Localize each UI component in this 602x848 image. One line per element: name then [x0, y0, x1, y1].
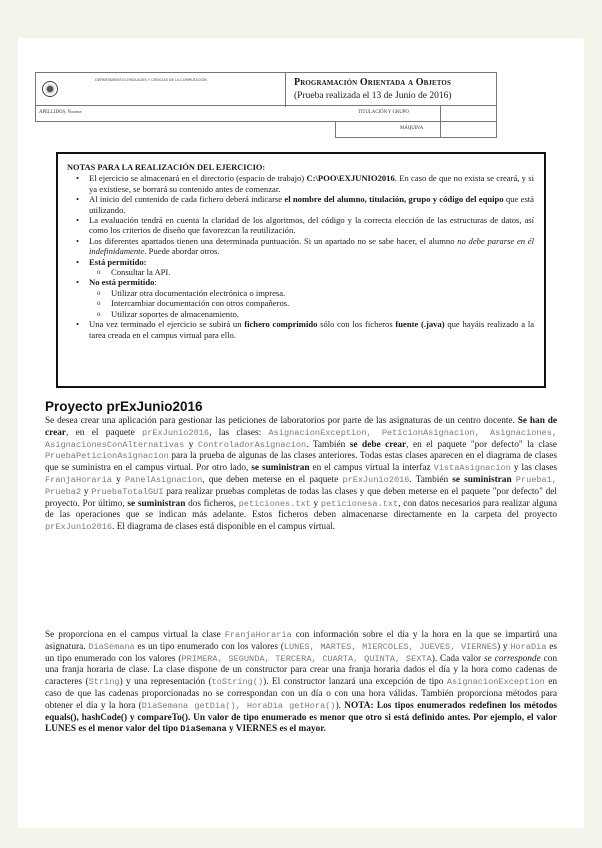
list-item: o Utilizar otra documentación electrónica o impresa. [69, 288, 534, 298]
list-item: o Intercambiar documentación con otros compañeros. [69, 298, 534, 308]
department-cell [36, 73, 286, 107]
degree-field[interactable] [440, 106, 498, 121]
header-name-row [35, 106, 497, 122]
university-seal-icon [42, 81, 58, 97]
list-item: • Está permitido: [69, 257, 534, 267]
list-item: • Una vez terminado el ejercicio se subirá un fichero comprimido sólo con los ficheros fuente (.java) que hayáis realizado a la tarea creada en el campus virtual para ello. [69, 319, 534, 340]
list-item: o Utilizar soportes de almacenamiento. [69, 309, 534, 319]
header-top-row [35, 72, 497, 106]
course-subtitle: (Prueba realizada el 13 de Junio de 2016) [294, 91, 452, 101]
degree-label: TITULACIÓN Y GRUPO [358, 110, 409, 115]
exam-header [35, 72, 497, 138]
machine-field[interactable] [440, 122, 498, 137]
list-item: • No está permitido: [69, 277, 534, 287]
exam-notes-box [56, 152, 546, 388]
notes-list [69, 173, 534, 340]
header-machine-row [335, 122, 497, 138]
surname-label: APELLIDOS, Nombre [39, 110, 82, 115]
list-item: • La evaluación tendrá en cuenta la claridad de los algoritmos, del código y la correcta elección de las estructuras de datos, así como los criterios de diseño que favorezcan la reutilización. [69, 215, 534, 236]
list-item: o Consultar la API. [69, 267, 534, 277]
list-item: • El ejercicio se almacenará en el directorio (espacio de trabajo) C:\POO\EXJUNIO2016. En caso de que no exista se creará, y si ya existiese, se borrará su contenido antes de comenzar. [69, 173, 534, 194]
department-name: DEPARTAMENTO LENGUAJES Y CIENCIAS DE LA COMPUTACIÓN [95, 78, 207, 82]
list-item: • Al inicio del contenido de cada fichero deberá indicarse el nombre del alumno, titulación, grupo y código del equipo que está utilizando. [69, 194, 534, 215]
project-paragraph-2: Se proporciona en el campus virtual la clase FranjaHoraria con información sobre el día y la hora en la que se impartirá una asignatura. DiaSemana es un tipo enumerado con los valores (LUNES, MARTES, MIERCOLES, JUEVES, VIERNES) y HoraDia es un tipo enumerado con los valores (PRIMERA, SEGUNDA, TERCERA, CUARTA, QUINTA, SEXTA). Cada valor se corresponde con una franja horaria de clase. La clase dispone de un constructor para crear una franja horaria dados el día y la hora como cadenas de caracteres (String) y una representación (toString()). El constructor lanzará una excepción de tipo AsignacionException en caso de que las cadenas proporcionadas no se correspondan con un día o con una hora válidas. También proporciona métodos para obtener el día y la hora (DiaSemana getDia(), HoraDia getHora()). NOTA: Los tipos enumerados redefinen los métodos equals(), hashCode() y compareTo(). Un valor de tipo enumerado es menor que otro si está definido antes. Por ejemplo, el valor LUNES es el menor valor del tipo DiaSemana y VIERNES es el mayor. [45, 630, 557, 735]
notes-title: NOTAS PARA LA REALIZACIÓN DEL EJERCICIO: [67, 163, 266, 172]
project-title: Proyecto prExJunio2016 [45, 399, 203, 414]
project-paragraph-1: Se desea crear una aplicación para gestionar las peticiones de laboratorios por parte de las asignaturas de un centro docente. Se han de crear, en el paquete prExJunio2016, las clases: AsignacionException, PeticionAsignacion, Asignaciones, AsignacionesConAlternativas y ControladorAsignacion. También se debe crear, en el paquete "por defecto" la clase PruebaPeticionAsignacion para la prueba de algunas de las clases anteriores. Todas estas clases aparecen en el diagrama de clases que se suministra en el campus virtual. Por otro lado, se suministran en el campus virtual la interfaz VistaAsignacion y las clases FranjaHoraria y PanelAsignacion, que deben meterse en el paquete prExJunio2016. También se suministran Prueba1, Prueba2 y PruebaTotalGUI para realizar pruebas completas de todas las clases y que deben meterse en el paquete "por defecto" del proyecto. Por último, se suministran dos ficheros, peticiones.txt y peticionesa.txt, con datos necesarios para realizar alguna de las operaciones que se indican más adelante. Estos ficheros deben almacenarse directamente en la carpeta del proyecto prExJunio2016. El diagrama de clases está disponible en el campus virtual. [45, 416, 558, 533]
list-item: • Los diferentes apartados tienen una determinada puntuación. Si un apartado no se sabe hacer, el alumno no debe pararse en él indefinidamente. Puede abordar otros. [69, 236, 534, 257]
course-title: Programación Orientada a Objetos [294, 77, 451, 88]
machine-label: MÁQUINA [400, 126, 424, 131]
